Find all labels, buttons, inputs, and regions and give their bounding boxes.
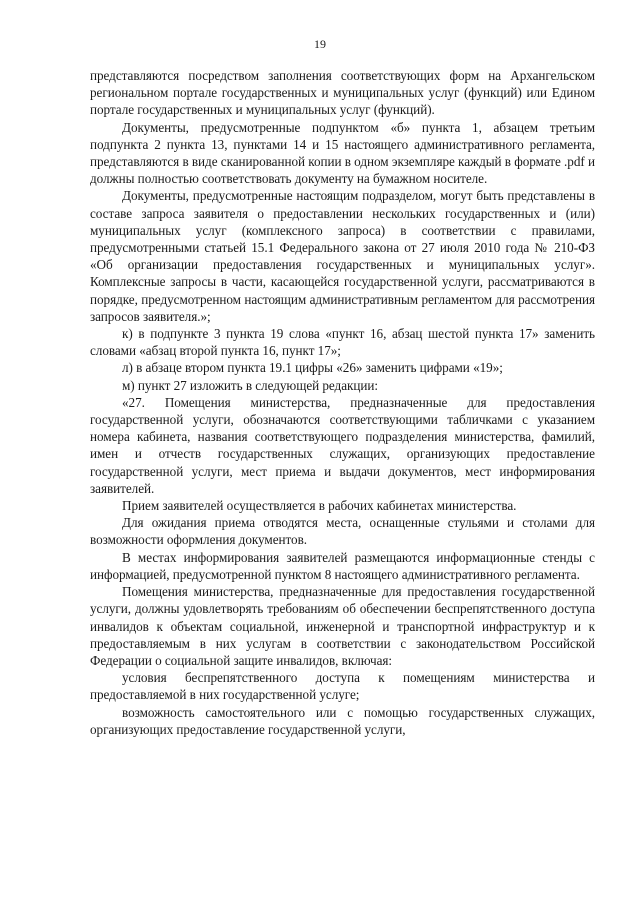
paragraph-continuation: представляются посредством заполнения соответствующих форм на Архангельском региональном портале государственных и муниципальных услуг (функций) или Едином портале государственных и муниципальных услуг (функций). [90,68,595,118]
paragraph-information-stands: В местах информирования заявителей размещаются информационные стенды с информацией, предусмотренной пунктом 8 настоящего административного регламента. [90,549,595,582]
document-body [90,67,595,738]
paragraph-documents-format: Документы, предусмотренные подпунктом «б» пункта 1, абзацем третьим подпункта 2 пункта 13, пунктами 14 и 15 настоящего административного регламента, представляются в виде сканированной копии в одном экземпляре каждый в формате .pdf и должны полностью соответствовать документу на бумажном носителе. [90,119,595,187]
paragraph-reception: Прием заявителей осуществляется в рабочих кабинетах министерства. [122,498,517,514]
page-number: 19 [314,37,326,51]
paragraph-item-m: м) пункт 27 изложить в следующей редакции: [122,377,379,393]
paragraph-waiting-area: Для ожидания приема отводятся места, оснащенные стульями и столами для возможности оформления документов. [90,515,595,548]
paragraph-item-k: к) в подпункте 3 пункта 19 слова «пункт 16, абзац шестой пункта 17» заменить словами «абзац второй пункта 16, пункт 17»; [90,326,595,359]
paragraph-access-conditions: условия беспрепятственного доступа к помещениям министерства и предоставляемой в них государственной услуге; [90,670,595,703]
paragraph-accessibility: Помещения министерства, предназначенные для предоставления государственной услуги, должны удовлетворять требованиям об обеспечении беспрепятственного доступа инвалидов к объектам социальной, инженерной и транспортной инфраструктур и к предоставляемым в них услугам в соответствии с законодательством Российской Федерации о социальной защите инвалидов, включая: [90,584,595,668]
paragraph-clause-27: «27. Помещения министерства, предназначенные для предоставления государственной услуги, обозначаются соответствующими табличками с указанием номера кабинета, названия соответствующего подразделения министерства, фамилий, имен и отчеств государственных служащих, организующих предоставление государственной услуги, мест приема и выдачи документов, мест информирования заявителей. [90,394,595,496]
paragraph-independent-movement: возможность самостоятельного или с помощью государственных служащих, организующих предоставление государственной услуги, [90,704,595,737]
paragraph-item-l: л) в абзаце втором пункта 19.1 цифры «26» заменить цифрами «19»; [122,360,503,376]
paragraph-complex-request: Документы, предусмотренные настоящим подразделом, могут быть представлены в составе запроса заявителя о предоставлении нескольких государственных и (или) муниципальных услуг (комплексного запроса) в соответствии с правилами, предусмотренными статьей 15.1 Федерального закона от 27 июля 2010 года № 210-ФЗ «Об организации предоставления государственных и муниципальных услуг». Комплексные запросы в части, касающейся государственной услуги, рассматриваются в порядке, предусмотренном настоящим административным регламентом для рассмотрения запросов заявителя.»; [90,188,595,324]
